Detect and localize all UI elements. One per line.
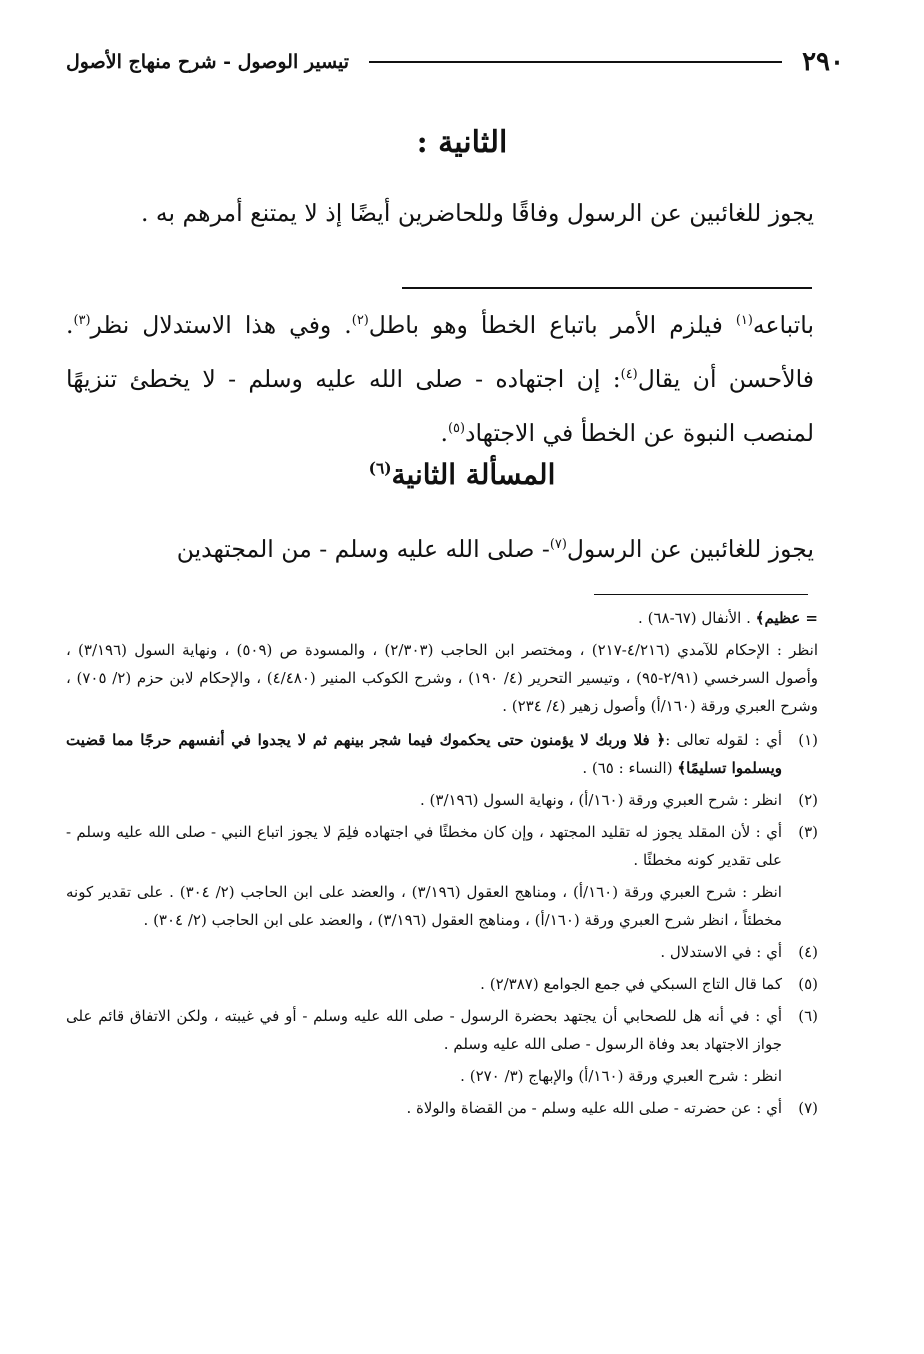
paragraph-3 xyxy=(66,522,814,576)
paragraph-2-text: . وفي هذا الاستدلال نظر xyxy=(90,311,352,339)
paragraph-1: يجوز للغائبين عن الرسول وفاقًا وللحاضرين أيضًا إذ لا يمتنع أمرهم به . xyxy=(140,199,814,227)
footnote-7 xyxy=(66,1094,818,1122)
footnote-number: (٤) xyxy=(798,943,818,961)
note-ref-6: (٦) xyxy=(368,459,392,478)
footnote-rule xyxy=(594,594,808,595)
footnote-4 xyxy=(66,938,818,966)
paragraph-2-text: باتباعه xyxy=(752,311,814,339)
paragraph-2-text: . فالأحسن أن يقال xyxy=(66,311,814,393)
footnote-number: (٣) xyxy=(798,823,818,841)
paragraph-2-text: فيلزم الأمر باتباع الخطأ وهو باطل xyxy=(368,311,736,339)
page-number: ٢٩٠ xyxy=(802,47,844,77)
footnote-6 xyxy=(66,1002,818,1058)
footnote-text: أي : في أنه هل للصحابي أن يجتهد بحضرة الرسول - صلى الله عليه وسلم - أو في غيبته ، ولكن الاتفاق قائم على جواز الاجتهاد بعد وفاة الرسول - صلى الله عليه وسلم . xyxy=(66,1007,782,1053)
quran-quote: = عظيم﴾ xyxy=(755,609,818,627)
book-title: تيسير الوصول - شرح منهاج الأصول xyxy=(66,51,350,73)
separator-rule xyxy=(402,287,812,289)
footnote-text: (النساء : ٦٥) . xyxy=(582,759,678,777)
running-header xyxy=(66,42,844,82)
paragraph-3-text: يجوز للغائبين عن الرسول xyxy=(566,535,814,563)
footnote-text: أي : في الاستدلال . xyxy=(660,943,782,961)
issue-heading-text: المسألة الثانية xyxy=(391,458,556,491)
header-rule xyxy=(369,61,782,63)
note-ref-7: (٧) xyxy=(549,537,567,553)
footnote-text: انظر : شرح العبري ورقة (١٦٠/أ) ، ونهاية السول (٣/١٩٦) . xyxy=(420,791,782,809)
quran-quote: ﴿ فلا وربك لا يؤمنون حتى يحكموك فيما شجر بينهم ثم لا يجدوا في أنفسهم حرجًا مما قضيت ويسلموا تسليمًا﴾ xyxy=(66,731,782,777)
note-ref-4: (٤) xyxy=(620,367,638,383)
paragraph-2 xyxy=(66,298,814,460)
footnote-text: كما قال التاج السبكي في جمع الجوامع (٢/٣٨٧) . xyxy=(480,975,782,993)
footnote-text: أي : لقوله تعالى : xyxy=(665,731,782,749)
footnote-text: أي : لأن المقلد يجوز له تقليد المجتهد ، وإن كان مخطئًا في اجتهاده فلِمَ لا يجوز اتباع النبي - صلى الله عليه وسلم - على تقدير كونه مخطئًا . xyxy=(66,823,782,869)
footnote-6-sources: انظر : شرح العبري ورقة (١٦٠/أ) والإبهاج (٣/ ٢٧٠) . xyxy=(460,1067,782,1085)
footnote-number: (١) xyxy=(798,731,818,749)
footnote-sources: انظر : الإحكام للآمدي (٤/٢١٦-٢١٧) ، ومختصر ابن الحاجب (٢/٣٠٣) ، والمسودة ص (٥٠٩) ، ونهاية السول (٣/١٩٦) ، وأصول السرخسي (٢/٩١-٩٥) ، وتيسير التحرير (٤/ ١٩٠) ، وشرح الكوكب المنير (٤/٤٨٠) ، والإحكام لابن حزم (٢/ ٧٠٥) ، وشرح العبري ورقة (١٦٠/أ) وأصول زهير (٤/ ٢٣٤) . xyxy=(66,641,818,715)
footnote-carryover xyxy=(66,604,818,632)
paragraph-2-text: . xyxy=(440,419,448,447)
footnote-number: (٥) xyxy=(798,975,818,993)
footnote-number: (٢) xyxy=(798,791,818,809)
section-heading: الثانية : xyxy=(416,125,508,160)
footnotes xyxy=(66,604,818,1126)
paragraph-2-text: : إن اجتهاده - صلى الله عليه وسلم - لا يخطئ تنزيهًا لمنصب النبوة عن الخطأ في الاجتهاد xyxy=(66,365,814,447)
note-ref-1: (١) xyxy=(735,313,753,329)
footnote-3 xyxy=(66,818,818,874)
footnote-3-sources: انظر : شرح العبري ورقة (١٦٠/أ) ، ومناهج العقول (٣/١٩٦) ، والعضد على ابن الحاجب (٢/ ٣٠٤) . على تقدير كونه مخطئاً ، انظر شرح العبري ورقة (١٦٠/أ) ، ومناهج العقول (٣/١٩٦) ، والعضد على ابن الحاجب (٢/ ٣٠٤) . xyxy=(66,883,782,929)
note-ref-2: (٢) xyxy=(351,313,369,329)
note-ref-3: (٣) xyxy=(73,313,91,329)
footnote-5 xyxy=(66,970,818,998)
footnote-2 xyxy=(66,786,818,814)
issue-heading xyxy=(0,458,924,491)
footnote-1 xyxy=(66,726,818,782)
footnote-text: أي : عن حضرته - صلى الله عليه وسلم - من القضاة والولاة . xyxy=(406,1099,782,1117)
paragraph-3-text: - صلى الله عليه وسلم - من المجتهدين xyxy=(176,535,550,563)
footnote-number: (٧) xyxy=(798,1099,818,1117)
note-ref-5: (٥) xyxy=(447,421,465,437)
footnote-number: (٦) xyxy=(798,1007,818,1025)
footnote-text: . الأنفال (٦٧-٦٨) . xyxy=(638,609,756,627)
